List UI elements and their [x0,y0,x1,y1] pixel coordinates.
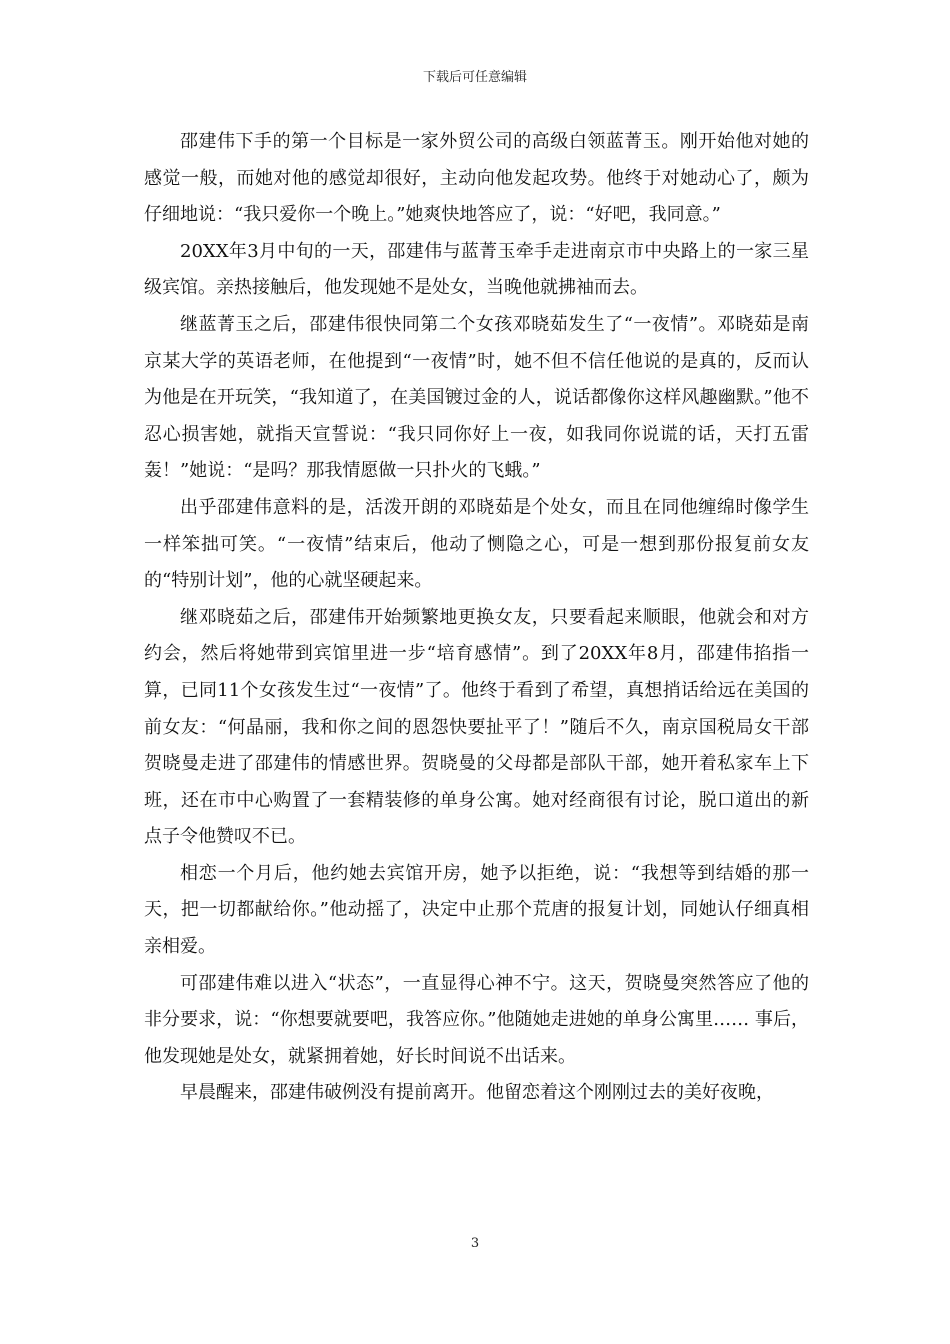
paragraph: 20XX年3月中旬的一天，邵建伟与蓝菁玉牵手走进南京市中央路上的一家三星级宾馆。亲热接触后，他发现她不是处女，当晚他就拂袖而去。 [144,240,809,299]
paragraph: 继蓝菁玉之后，邵建伟很快同第二个女孩邓晓茹发生了“一夜情”。邓晓茹是南京某大学的英语老师，在他提到“一夜情”时，她不但不信任他说的是真的，反而认为他是在开玩笑，“我知道了，在美国镀过金的人，说话都像你这样风趣幽默。”他不忍心损害她，就指天宣誓说：“我只同你好上一夜，如我同你说谎的话，天打五雷轰！”她说：“是吗？那我情愿做一只扑火的飞蛾。” [144,313,809,482]
document-body [144,124,809,1112]
paragraph: 继邓晓茹之后，邵建伟开始频繁地更换女友，只要看起来顺眼，他就会和对方约会，然后将她带到宾馆里进一步“培育感情”。到了20XX年8月，邵建伟掐指一算，已同11个女孩发生过“一夜情”了。他终于看到了希望，真想捎话给远在美国的前女友：“何晶丽，我和你之间的恩怨快要扯平了！”随后不久，南京国税局女干部贺晓曼走进了邵建伟的情感世界。贺晓曼的父母都是部队干部，她开着私家车上下班，还在市中心购置了一套精装修的单身公寓。她对经商很有讨论，脱口道出的新点子令他赞叹不已。 [144,606,809,848]
page-number: 3 [470,1236,480,1251]
paragraph: 早晨醒来，邵建伟破例没有提前离开。他留恋着这个刚刚过去的美好夜晚， [180,1082,774,1104]
paragraph: 相恋一个月后，他约她去宾馆开房，她予以拒绝，说：“我想等到结婚的那一天，把一切都献给你。”他动摇了，决定中止那个荒唐的报复计划，同她认仔细真相亲相爱。 [144,862,809,958]
page-header: 下载后可任意编辑 [422,70,527,85]
paragraph: 出乎邵建伟意料的是，活泼开朗的邓晓茹是个处女，而且在同他缠绵时像学生一样笨拙可笑。“一夜情”结束后，他动了恻隐之心，可是一想到那份报复前女友的“特别计划”，他的心就坚硬起来。 [144,496,809,592]
paragraph: 可邵建伟难以进入“状态”，一直显得心神不宁。这天，贺晓曼突然答应了他的非分要求，说：“你想要就要吧，我答应你。”他随她走进她的单身公寓里…… 事后，他发现她是处女，就紧拥着她，好长时间说不出话来。 [144,972,809,1067]
paragraph: 邵建伟下手的第一个目标是一家外贸公司的高级白领蓝菁玉。刚开始他对她的感觉一般，而她对他的感觉却很好，主动向他发起攻势。他终于对她动心了，颇为仔细地说：“我只爱你一个晚上。”她爽快地答应了，说：“好吧，我同意。” [144,131,809,226]
